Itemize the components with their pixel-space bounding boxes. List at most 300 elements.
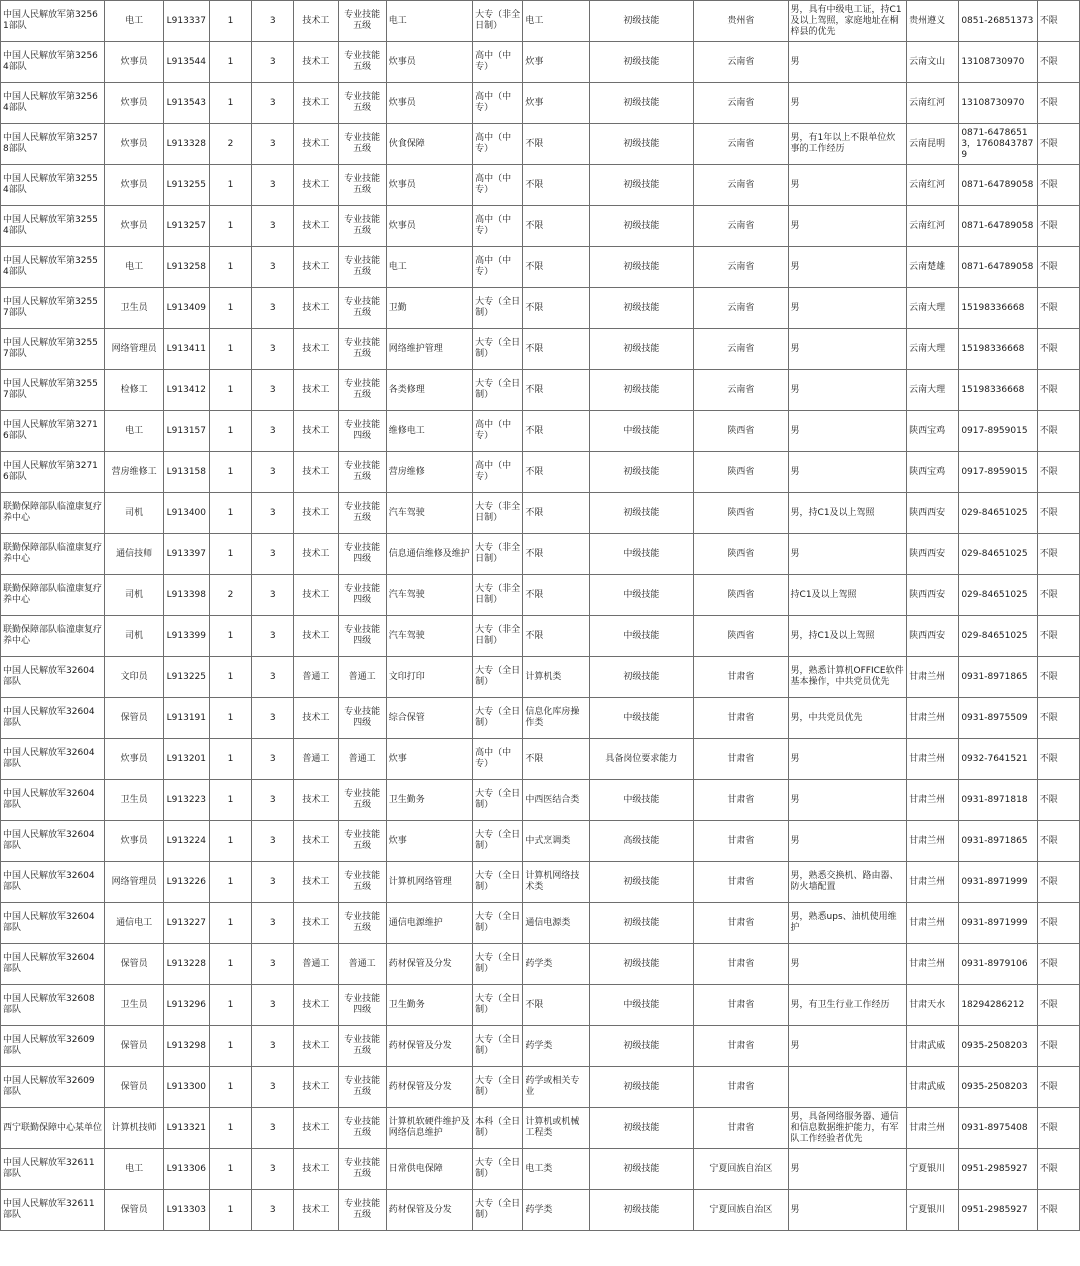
unit-cell: 中国人民解放军32604部队 (1, 698, 105, 739)
city-cell: 贵州遵义 (907, 1, 959, 42)
count-cell: 1 (209, 493, 251, 534)
unit-cell: 联勤保障部队临潼康复疗养中心 (1, 534, 105, 575)
skill-cell: 初级技能 (589, 165, 693, 206)
type-cell: 技术工 (294, 493, 338, 534)
major-cell: 不限 (523, 247, 589, 288)
unit-cell: 中国人民解放军第32564部队 (1, 83, 105, 124)
code-cell: L913399 (163, 616, 209, 657)
count-cell: 1 (209, 206, 251, 247)
unit-cell: 中国人民解放军32611部队 (1, 1149, 105, 1190)
skill-cell: 初级技能 (589, 944, 693, 985)
major-cell: 炊事 (523, 83, 589, 124)
major-cell: 计算机网络技术类 (523, 862, 589, 903)
requirements-cell: 男，具有中级电工证，持C1及以上驾照，家庭地址在桐梓县的优先 (788, 1, 907, 42)
requirements-cell: 男 (788, 329, 907, 370)
duty-cell: 卫生勤务 (386, 780, 472, 821)
type-cell: 技术工 (294, 1108, 338, 1149)
unit-cell: 中国人民解放军32604部队 (1, 780, 105, 821)
unit-cell: 中国人民解放军32604部队 (1, 821, 105, 862)
ratio-cell: 3 (252, 1026, 294, 1067)
duty-cell: 汽车驾驶 (386, 575, 472, 616)
table-row (1, 247, 1080, 288)
requirements-cell: 男 (788, 780, 907, 821)
other-cell: 不限 (1037, 165, 1079, 206)
phone-cell: 0871-64789058 (959, 165, 1037, 206)
education-cell: 高中（中专） (473, 452, 523, 493)
ratio-cell: 3 (252, 452, 294, 493)
education-cell: 本科（全日制） (473, 1108, 523, 1149)
table-row (1, 1026, 1080, 1067)
ratio-cell: 3 (252, 1190, 294, 1231)
table-row (1, 1149, 1080, 1190)
position-cell: 保管员 (105, 1067, 163, 1108)
education-cell: 大专（全日制） (473, 780, 523, 821)
location-cell: 甘肃省 (694, 944, 788, 985)
phone-cell: 029-84651025 (959, 575, 1037, 616)
table-row (1, 534, 1080, 575)
count-cell: 1 (209, 985, 251, 1026)
requirements-cell: 男 (788, 83, 907, 124)
duty-cell: 汽车驾驶 (386, 616, 472, 657)
phone-cell: 0917-8959015 (959, 411, 1037, 452)
requirements-cell: 男 (788, 411, 907, 452)
city-cell: 陕西西安 (907, 616, 959, 657)
education-cell: 高中（中专） (473, 42, 523, 83)
type-cell: 技术工 (294, 329, 338, 370)
count-cell: 1 (209, 1108, 251, 1149)
city-cell: 云南文山 (907, 42, 959, 83)
grade-cell: 专业技能五级 (338, 370, 386, 411)
other-cell: 不限 (1037, 1108, 1079, 1149)
unit-cell: 中国人民解放军32609部队 (1, 1067, 105, 1108)
location-cell: 云南省 (694, 288, 788, 329)
grade-cell: 专业技能五级 (338, 165, 386, 206)
city-cell: 陕西西安 (907, 575, 959, 616)
table-row (1, 370, 1080, 411)
city-cell: 甘肃天水 (907, 985, 959, 1026)
grade-cell: 普通工 (338, 944, 386, 985)
education-cell: 高中（中专） (473, 206, 523, 247)
unit-cell: 中国人民解放军第32554部队 (1, 165, 105, 206)
other-cell: 不限 (1037, 534, 1079, 575)
city-cell: 甘肃兰州 (907, 944, 959, 985)
table-row (1, 206, 1080, 247)
grade-cell: 专业技能五级 (338, 1, 386, 42)
count-cell: 1 (209, 329, 251, 370)
unit-cell: 中国人民解放军第32557部队 (1, 370, 105, 411)
phone-cell: 0932-7641521 (959, 739, 1037, 780)
city-cell: 甘肃兰州 (907, 739, 959, 780)
count-cell: 1 (209, 903, 251, 944)
skill-cell: 中级技能 (589, 985, 693, 1026)
duty-cell: 日常供电保障 (386, 1149, 472, 1190)
table-row (1, 944, 1080, 985)
phone-cell: 18294286212 (959, 985, 1037, 1026)
grade-cell: 普通工 (338, 739, 386, 780)
unit-cell: 中国人民解放军第32578部队 (1, 124, 105, 165)
major-cell: 不限 (523, 329, 589, 370)
duty-cell: 计算机软硬件维护及网络信息维护 (386, 1108, 472, 1149)
location-cell: 陕西省 (694, 411, 788, 452)
skill-cell: 初级技能 (589, 124, 693, 165)
city-cell: 陕西宝鸡 (907, 411, 959, 452)
skill-cell: 初级技能 (589, 1067, 693, 1108)
position-cell: 保管员 (105, 698, 163, 739)
education-cell: 大专（全日制） (473, 1067, 523, 1108)
location-cell: 云南省 (694, 206, 788, 247)
count-cell: 1 (209, 739, 251, 780)
skill-cell: 中级技能 (589, 411, 693, 452)
table-row (1, 657, 1080, 698)
type-cell: 技术工 (294, 42, 338, 83)
type-cell: 技术工 (294, 288, 338, 329)
other-cell: 不限 (1037, 616, 1079, 657)
code-cell: L913191 (163, 698, 209, 739)
count-cell: 1 (209, 1190, 251, 1231)
requirements-cell: 男，持C1及以上驾照 (788, 493, 907, 534)
grade-cell: 专业技能四级 (338, 616, 386, 657)
grade-cell: 专业技能五级 (338, 1026, 386, 1067)
ratio-cell: 3 (252, 206, 294, 247)
phone-cell: 0931-8971865 (959, 821, 1037, 862)
unit-cell: 中国人民解放军32604部队 (1, 739, 105, 780)
code-cell: L913300 (163, 1067, 209, 1108)
count-cell: 1 (209, 862, 251, 903)
unit-cell: 中国人民解放军32609部队 (1, 1026, 105, 1067)
duty-cell: 伙食保障 (386, 124, 472, 165)
position-cell: 保管员 (105, 1026, 163, 1067)
duty-cell: 各类修理 (386, 370, 472, 411)
location-cell: 宁夏回族自治区 (694, 1190, 788, 1231)
major-cell: 不限 (523, 165, 589, 206)
city-cell: 甘肃武威 (907, 1026, 959, 1067)
phone-cell: 0931-8971999 (959, 862, 1037, 903)
duty-cell: 炊事员 (386, 83, 472, 124)
location-cell: 甘肃省 (694, 739, 788, 780)
type-cell: 技术工 (294, 903, 338, 944)
position-cell: 通信技师 (105, 534, 163, 575)
table-row (1, 124, 1080, 165)
position-cell: 炊事员 (105, 821, 163, 862)
code-cell: L913223 (163, 780, 209, 821)
code-cell: L913296 (163, 985, 209, 1026)
table-row (1, 1067, 1080, 1108)
count-cell: 1 (209, 42, 251, 83)
count-cell: 1 (209, 165, 251, 206)
unit-cell: 中国人民解放军32604部队 (1, 903, 105, 944)
location-cell: 云南省 (694, 165, 788, 206)
count-cell: 1 (209, 616, 251, 657)
table-row (1, 698, 1080, 739)
code-cell: L913303 (163, 1190, 209, 1231)
phone-cell: 0851-26851373 (959, 1, 1037, 42)
ratio-cell: 3 (252, 370, 294, 411)
education-cell: 大专（全日制） (473, 1190, 523, 1231)
city-cell: 云南红河 (907, 206, 959, 247)
count-cell: 1 (209, 452, 251, 493)
grade-cell: 专业技能四级 (338, 698, 386, 739)
phone-cell: 0935-2508203 (959, 1067, 1037, 1108)
education-cell: 大专（全日制） (473, 329, 523, 370)
table-row (1, 821, 1080, 862)
ratio-cell: 3 (252, 739, 294, 780)
ratio-cell: 3 (252, 821, 294, 862)
other-cell: 不限 (1037, 821, 1079, 862)
other-cell: 不限 (1037, 862, 1079, 903)
skill-cell: 初级技能 (589, 452, 693, 493)
requirements-cell: 男，有卫生行业工作经历 (788, 985, 907, 1026)
major-cell: 不限 (523, 370, 589, 411)
type-cell: 技术工 (294, 1067, 338, 1108)
education-cell: 大专（非全日制） (473, 534, 523, 575)
count-cell: 1 (209, 821, 251, 862)
type-cell: 技术工 (294, 821, 338, 862)
phone-cell: 0931-8971999 (959, 903, 1037, 944)
location-cell: 陕西省 (694, 493, 788, 534)
grade-cell: 专业技能五级 (338, 329, 386, 370)
grade-cell: 专业技能五级 (338, 124, 386, 165)
table-row (1, 1190, 1080, 1231)
location-cell: 宁夏回族自治区 (694, 1149, 788, 1190)
duty-cell: 综合保管 (386, 698, 472, 739)
education-cell: 大专（全日制） (473, 903, 523, 944)
requirements-cell: 男 (788, 42, 907, 83)
requirements-cell: 男 (788, 206, 907, 247)
code-cell: L913400 (163, 493, 209, 534)
requirements-cell: 男，持C1及以上驾照 (788, 616, 907, 657)
type-cell: 技术工 (294, 780, 338, 821)
other-cell: 不限 (1037, 985, 1079, 1026)
table-row (1, 780, 1080, 821)
city-cell: 宁夏银川 (907, 1149, 959, 1190)
requirements-cell: 男，熟悉计算机OFFICE软件基本操作，中共党员优先 (788, 657, 907, 698)
table-row (1, 616, 1080, 657)
major-cell: 不限 (523, 575, 589, 616)
other-cell: 不限 (1037, 329, 1079, 370)
major-cell: 计算机或机械工程类 (523, 1108, 589, 1149)
phone-cell: 029-84651025 (959, 534, 1037, 575)
education-cell: 大专（全日制） (473, 821, 523, 862)
requirements-cell: 男，熟悉交换机、路由器、防火墙配置 (788, 862, 907, 903)
position-cell: 计算机技师 (105, 1108, 163, 1149)
count-cell: 1 (209, 1067, 251, 1108)
table-row (1, 1108, 1080, 1149)
location-cell: 甘肃省 (694, 821, 788, 862)
requirements-cell: 男 (788, 1026, 907, 1067)
table-row (1, 903, 1080, 944)
other-cell: 不限 (1037, 124, 1079, 165)
skill-cell: 初级技能 (589, 1190, 693, 1231)
count-cell: 1 (209, 1026, 251, 1067)
major-cell: 不限 (523, 288, 589, 329)
ratio-cell: 3 (252, 124, 294, 165)
city-cell: 甘肃兰州 (907, 903, 959, 944)
type-cell: 技术工 (294, 370, 338, 411)
city-cell: 云南楚雄 (907, 247, 959, 288)
position-cell: 炊事员 (105, 165, 163, 206)
major-cell: 药学类 (523, 1190, 589, 1231)
count-cell: 1 (209, 288, 251, 329)
grade-cell: 专业技能五级 (338, 780, 386, 821)
location-cell: 甘肃省 (694, 698, 788, 739)
code-cell: L913321 (163, 1108, 209, 1149)
grade-cell: 专业技能五级 (338, 1190, 386, 1231)
count-cell: 1 (209, 534, 251, 575)
duty-cell: 药材保管及分发 (386, 1067, 472, 1108)
unit-cell: 联勤保障部队临潼康复疗养中心 (1, 493, 105, 534)
unit-cell: 中国人民解放军第32564部队 (1, 42, 105, 83)
skill-cell: 初级技能 (589, 42, 693, 83)
table-row (1, 411, 1080, 452)
ratio-cell: 3 (252, 83, 294, 124)
unit-cell: 西宁联勤保障中心某单位 (1, 1108, 105, 1149)
phone-cell: 0951-2985927 (959, 1190, 1037, 1231)
grade-cell: 专业技能四级 (338, 411, 386, 452)
ratio-cell: 3 (252, 657, 294, 698)
grade-cell: 专业技能五级 (338, 1067, 386, 1108)
unit-cell: 联勤保障部队临潼康复疗养中心 (1, 616, 105, 657)
phone-cell: 15198336668 (959, 370, 1037, 411)
type-cell: 技术工 (294, 124, 338, 165)
table-row (1, 1, 1080, 42)
grade-cell: 专业技能五级 (338, 821, 386, 862)
requirements-cell: 男，有1年以上不限单位炊事的工作经历 (788, 124, 907, 165)
other-cell: 不限 (1037, 1026, 1079, 1067)
duty-cell: 通信电源维护 (386, 903, 472, 944)
education-cell: 高中（中专） (473, 165, 523, 206)
type-cell: 技术工 (294, 247, 338, 288)
requirements-cell: 男 (788, 944, 907, 985)
ratio-cell: 3 (252, 1067, 294, 1108)
ratio-cell: 3 (252, 862, 294, 903)
unit-cell: 中国人民解放军32604部队 (1, 944, 105, 985)
type-cell: 技术工 (294, 165, 338, 206)
skill-cell: 具备岗位要求能力 (589, 739, 693, 780)
duty-cell: 文印打印 (386, 657, 472, 698)
major-cell: 不限 (523, 739, 589, 780)
other-cell: 不限 (1037, 944, 1079, 985)
table-row (1, 329, 1080, 370)
major-cell: 中式烹调类 (523, 821, 589, 862)
other-cell: 不限 (1037, 657, 1079, 698)
ratio-cell: 3 (252, 411, 294, 452)
grade-cell: 专业技能四级 (338, 985, 386, 1026)
education-cell: 大专（全日制） (473, 862, 523, 903)
requirements-cell: 男 (788, 247, 907, 288)
phone-cell: 0931-8975509 (959, 698, 1037, 739)
major-cell: 不限 (523, 206, 589, 247)
skill-cell: 初级技能 (589, 493, 693, 534)
code-cell: L913298 (163, 1026, 209, 1067)
count-cell: 1 (209, 944, 251, 985)
location-cell: 甘肃省 (694, 780, 788, 821)
location-cell: 甘肃省 (694, 1067, 788, 1108)
count-cell: 1 (209, 657, 251, 698)
education-cell: 高中（中专） (473, 124, 523, 165)
skill-cell: 初级技能 (589, 1026, 693, 1067)
other-cell: 不限 (1037, 780, 1079, 821)
education-cell: 大专（全日制） (473, 288, 523, 329)
skill-cell: 初级技能 (589, 1, 693, 42)
table-row (1, 452, 1080, 493)
grade-cell: 专业技能四级 (338, 534, 386, 575)
other-cell: 不限 (1037, 1067, 1079, 1108)
ratio-cell: 3 (252, 575, 294, 616)
count-cell: 2 (209, 575, 251, 616)
other-cell: 不限 (1037, 370, 1079, 411)
position-cell: 卫生员 (105, 288, 163, 329)
other-cell: 不限 (1037, 83, 1079, 124)
location-cell: 云南省 (694, 329, 788, 370)
phone-cell: 0931-8975408 (959, 1108, 1037, 1149)
education-cell: 高中（中专） (473, 83, 523, 124)
count-cell: 1 (209, 247, 251, 288)
unit-cell: 中国人民解放军第32716部队 (1, 452, 105, 493)
phone-cell: 0931-8971818 (959, 780, 1037, 821)
education-cell: 大专（全日制） (473, 1149, 523, 1190)
other-cell: 不限 (1037, 493, 1079, 534)
skill-cell: 初级技能 (589, 862, 693, 903)
table-row (1, 493, 1080, 534)
city-cell: 云南红河 (907, 83, 959, 124)
type-cell: 技术工 (294, 1149, 338, 1190)
phone-cell: 0931-8979106 (959, 944, 1037, 985)
phone-cell: 0871-64786513，17608437879 (959, 124, 1037, 165)
grade-cell: 专业技能五级 (338, 862, 386, 903)
location-cell: 甘肃省 (694, 903, 788, 944)
phone-cell: 0931-8971865 (959, 657, 1037, 698)
city-cell: 陕西西安 (907, 534, 959, 575)
count-cell: 1 (209, 370, 251, 411)
grade-cell: 专业技能五级 (338, 903, 386, 944)
ratio-cell: 3 (252, 493, 294, 534)
requirements-cell: 男，中共党员优先 (788, 698, 907, 739)
count-cell: 1 (209, 1, 251, 42)
table-row (1, 165, 1080, 206)
location-cell: 甘肃省 (694, 1026, 788, 1067)
location-cell: 陕西省 (694, 575, 788, 616)
skill-cell: 中级技能 (589, 575, 693, 616)
type-cell: 技术工 (294, 985, 338, 1026)
skill-cell: 初级技能 (589, 247, 693, 288)
unit-cell: 中国人民解放军第32561部队 (1, 1, 105, 42)
grade-cell: 专业技能五级 (338, 493, 386, 534)
type-cell: 技术工 (294, 862, 338, 903)
duty-cell: 炊事 (386, 739, 472, 780)
position-cell: 保管员 (105, 1190, 163, 1231)
duty-cell: 网络维护管理 (386, 329, 472, 370)
type-cell: 技术工 (294, 411, 338, 452)
major-cell: 电工类 (523, 1149, 589, 1190)
position-cell: 电工 (105, 411, 163, 452)
education-cell: 大专（非全日制） (473, 493, 523, 534)
skill-cell: 高级技能 (589, 821, 693, 862)
grade-cell: 普通工 (338, 657, 386, 698)
location-cell: 甘肃省 (694, 1108, 788, 1149)
phone-cell: 0871-64789058 (959, 206, 1037, 247)
position-cell: 炊事员 (105, 83, 163, 124)
location-cell: 云南省 (694, 83, 788, 124)
code-cell: L913544 (163, 42, 209, 83)
grade-cell: 专业技能五级 (338, 452, 386, 493)
type-cell: 普通工 (294, 657, 338, 698)
major-cell: 炊事 (523, 42, 589, 83)
code-cell: L913228 (163, 944, 209, 985)
type-cell: 普通工 (294, 739, 338, 780)
unit-cell: 中国人民解放军32611部队 (1, 1190, 105, 1231)
table-row (1, 985, 1080, 1026)
education-cell: 大专（全日制） (473, 944, 523, 985)
